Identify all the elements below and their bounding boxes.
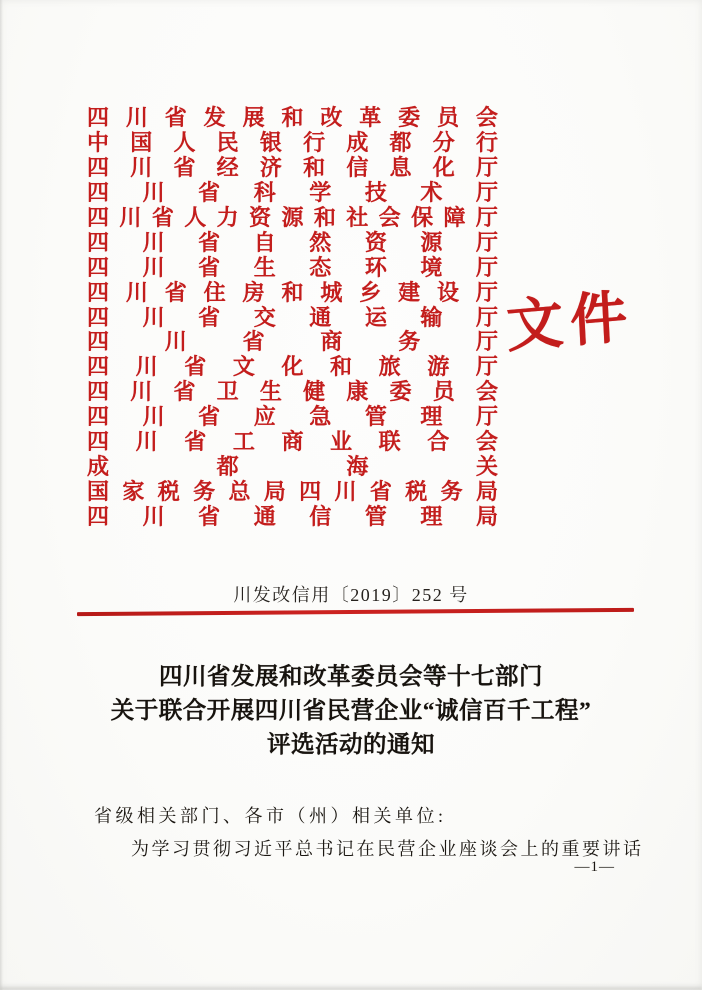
department-name-char: 展 (242, 105, 265, 130)
department-name-char: 员 (437, 105, 460, 130)
department-name-char: 川 (334, 479, 357, 505)
department-name-char: 四 (87, 404, 110, 430)
department-name-char: 发 (203, 105, 226, 130)
department-name-char: 信 (309, 504, 332, 529)
department-name-char: 厅 (475, 304, 498, 330)
department-name-char: 管 (364, 504, 387, 529)
department-name-char: 人 (184, 204, 207, 230)
department-name-char: 四 (87, 354, 110, 380)
department-name-char: 川 (119, 204, 142, 230)
department-name-row (87, 306, 498, 331)
department-name-char: 商 (281, 429, 304, 455)
department-name-char: 卫 (216, 379, 239, 405)
department-name-char: 委 (389, 379, 412, 405)
department-name-char: 川 (142, 504, 165, 529)
department-name-char: 自 (253, 229, 276, 255)
department-name-char: 成 (346, 129, 369, 155)
department-name-char: 厅 (475, 229, 498, 255)
department-name-char: 厅 (475, 179, 498, 205)
department-name-char: 厅 (475, 254, 498, 280)
department-name-char: 税 (405, 479, 428, 505)
department-name-char: 总 (228, 479, 251, 505)
department-name-char: 革 (359, 105, 382, 130)
department-name-char: 四 (87, 429, 110, 455)
department-name-char: 济 (259, 154, 282, 180)
department-name-char: 业 (330, 429, 353, 455)
department-name-char: 省 (198, 404, 221, 430)
department-name-char: 省 (173, 379, 196, 405)
department-name-row (87, 505, 498, 530)
department-name-char: 输 (420, 304, 443, 330)
department-name-char: 分 (432, 129, 455, 155)
department-name-char: 四 (87, 379, 110, 405)
department-name-char: 川 (135, 429, 158, 455)
department-name-char: 省 (198, 504, 221, 529)
document-title-line-2: 关于联合开展四川省民营企业“诚信百千工程” (110, 698, 592, 724)
document-type-label: 文件 (504, 285, 636, 360)
department-name-char: 省 (198, 229, 221, 255)
department-name-char: 局 (263, 479, 286, 505)
department-name-char: 都 (389, 129, 412, 155)
department-name-char: 社 (346, 204, 369, 230)
department-name-row (87, 380, 498, 405)
department-name-char: 省 (151, 204, 174, 230)
department-name-char: 会 (378, 204, 401, 230)
scan-left-edge (0, 0, 3, 990)
department-name-row (87, 131, 498, 156)
department-name-char: 息 (389, 154, 412, 180)
department-name-char: 和 (303, 154, 326, 180)
department-name-row (87, 181, 498, 206)
department-name-char: 交 (253, 304, 276, 330)
department-name-char: 四 (87, 504, 110, 529)
department-name-char: 通 (309, 304, 332, 330)
department-name-char: 信 (346, 154, 369, 180)
department-name-char: 省 (184, 354, 207, 380)
department-name-char: 经 (216, 154, 239, 180)
department-name-row (87, 405, 498, 430)
department-name-char: 理 (420, 504, 443, 529)
department-name-char: 技 (364, 179, 387, 205)
department-name-char: 科 (253, 179, 276, 205)
department-name-char: 川 (142, 404, 165, 430)
department-name-row (87, 206, 498, 231)
department-name-char: 资 (364, 229, 387, 255)
department-name-char: 工 (232, 429, 255, 455)
department-name-char: 税 (157, 479, 180, 505)
department-name-char: 改 (320, 105, 343, 130)
department-name-char: 障 (443, 204, 466, 230)
department-name-char: 四 (299, 479, 322, 505)
scan-bottom-edge (0, 983, 702, 990)
department-name-char: 务 (398, 329, 421, 355)
department-name-row (87, 256, 498, 281)
department-name-char: 行 (303, 129, 326, 155)
department-name-char: 学 (309, 179, 332, 205)
department-name-char: 境 (420, 254, 443, 280)
department-name-char: 川 (130, 379, 153, 405)
department-name-char: 四 (87, 229, 110, 255)
department-name-char: 康 (346, 379, 369, 405)
department-name-char: 态 (309, 254, 332, 280)
department-name-char: 生 (253, 254, 276, 280)
department-name-row (87, 455, 498, 480)
document-reference-number: 川发改信用〔2019〕252 号 (233, 585, 469, 605)
department-name-char: 四 (87, 304, 110, 330)
department-name-char: 化 (281, 354, 304, 380)
department-name-char: 管 (364, 404, 387, 430)
department-name-char: 川 (142, 179, 165, 205)
department-name-char: 保 (411, 204, 434, 230)
department-name-char: 川 (135, 354, 158, 380)
department-name-char: 川 (142, 304, 165, 330)
department-name-char: 游 (427, 354, 450, 380)
department-name-char: 源 (420, 229, 443, 255)
department-name-char: 民 (216, 129, 239, 155)
department-name-char: 四 (87, 204, 110, 230)
department-name-char: 行 (475, 129, 498, 155)
document-title-line-1: 四川省发展和改革委员会等十七部门 (159, 664, 543, 690)
department-name-row (87, 156, 498, 181)
department-name-char: 厅 (475, 204, 498, 230)
department-name-char: 四 (87, 329, 110, 355)
department-name-char: 都 (216, 454, 239, 480)
department-name-char: 务 (193, 479, 216, 505)
department-name-char: 四 (87, 279, 110, 305)
department-name-char: 房 (242, 279, 265, 305)
document-title (0, 660, 702, 762)
department-name-char: 务 (440, 479, 463, 505)
department-name-char: 四 (87, 179, 110, 205)
department-name-char: 住 (203, 279, 226, 305)
department-name-char: 四 (87, 154, 110, 180)
department-name-char: 源 (281, 204, 304, 230)
department-name-char: 局 (475, 504, 498, 529)
department-name-char: 和 (281, 105, 304, 130)
department-name-char: 川 (125, 105, 148, 130)
department-name-char: 银 (259, 129, 282, 155)
department-name-char: 运 (364, 304, 387, 330)
department-name-char: 中 (87, 129, 110, 155)
department-name-char: 川 (142, 229, 165, 255)
department-name-char: 四 (87, 254, 110, 280)
department-name-char: 省 (164, 279, 187, 305)
department-name-char: 会 (475, 379, 498, 405)
department-name-char: 关 (475, 454, 498, 480)
department-name-char: 会 (475, 429, 498, 455)
document-title-line-3: 评选活动的通知 (267, 732, 435, 758)
department-name-char: 人 (173, 129, 196, 155)
department-name-char: 省 (198, 304, 221, 330)
department-name-char: 省 (184, 429, 207, 455)
department-name-char: 通 (253, 504, 276, 529)
page-number: —1— (574, 859, 615, 875)
department-name-char: 川 (142, 254, 165, 280)
department-name-char: 委 (398, 105, 421, 130)
department-name-char: 理 (420, 404, 443, 430)
department-name-char: 厅 (475, 154, 498, 180)
department-name-char: 川 (130, 154, 153, 180)
department-name-row (87, 330, 498, 355)
department-name-char: 和 (313, 204, 336, 230)
department-name-row (87, 281, 498, 306)
red-divider-line (77, 608, 634, 616)
department-name-char: 建 (398, 279, 421, 305)
department-name-char: 海 (346, 454, 369, 480)
department-name-char: 资 (249, 204, 272, 230)
department-name-char: 和 (330, 354, 353, 380)
department-name-char: 厅 (475, 279, 498, 305)
department-name-char: 川 (125, 279, 148, 305)
department-name-char: 然 (309, 229, 332, 255)
department-name-char: 和 (281, 279, 304, 305)
department-name-char: 省 (198, 254, 221, 280)
department-name-row (87, 231, 498, 256)
department-name-char: 健 (303, 379, 326, 405)
department-name-char: 急 (309, 404, 332, 430)
department-name-char: 省 (173, 154, 196, 180)
issuing-departments-list (87, 106, 498, 530)
department-name-char: 厅 (475, 329, 498, 355)
department-name-char: 会 (475, 105, 498, 130)
department-name-char: 文 (232, 354, 255, 380)
body-paragraph-first-line: 为学习贯彻习近平总书记在民营企业座谈会上的重要讲话 (131, 839, 644, 859)
department-name-char: 厅 (475, 404, 498, 430)
department-name-char: 省 (198, 179, 221, 205)
department-name-char: 合 (427, 429, 450, 455)
department-name-char: 员 (432, 379, 455, 405)
department-name-char: 化 (432, 154, 455, 180)
department-name-row (87, 106, 498, 131)
department-name-char: 成 (87, 454, 110, 480)
department-name-char: 省 (369, 479, 392, 505)
department-name-row (87, 355, 498, 380)
department-name-char: 省 (164, 105, 187, 130)
department-name-row (87, 430, 498, 455)
department-name-row (87, 480, 498, 505)
department-name-char: 力 (216, 204, 239, 230)
department-name-char: 局 (475, 479, 498, 505)
department-name-char: 生 (259, 379, 282, 405)
department-name-char: 省 (242, 329, 265, 355)
department-name-char: 联 (378, 429, 401, 455)
department-name-char: 环 (364, 254, 387, 280)
department-name-char: 旅 (378, 354, 401, 380)
department-name-char: 设 (437, 279, 460, 305)
department-name-char: 乡 (359, 279, 382, 305)
department-name-char: 术 (420, 179, 443, 205)
department-name-char: 城 (320, 279, 343, 305)
department-name-char: 应 (253, 404, 276, 430)
department-name-char: 川 (164, 329, 187, 355)
department-name-char: 商 (320, 329, 343, 355)
salutation-line: 省级相关部门、各市（州）相关单位: (94, 806, 447, 826)
department-name-char: 家 (122, 479, 145, 505)
department-name-char: 四 (87, 105, 110, 130)
department-name-char: 国 (130, 129, 153, 155)
department-name-char: 厅 (475, 354, 498, 380)
department-name-char: 国 (87, 479, 110, 505)
